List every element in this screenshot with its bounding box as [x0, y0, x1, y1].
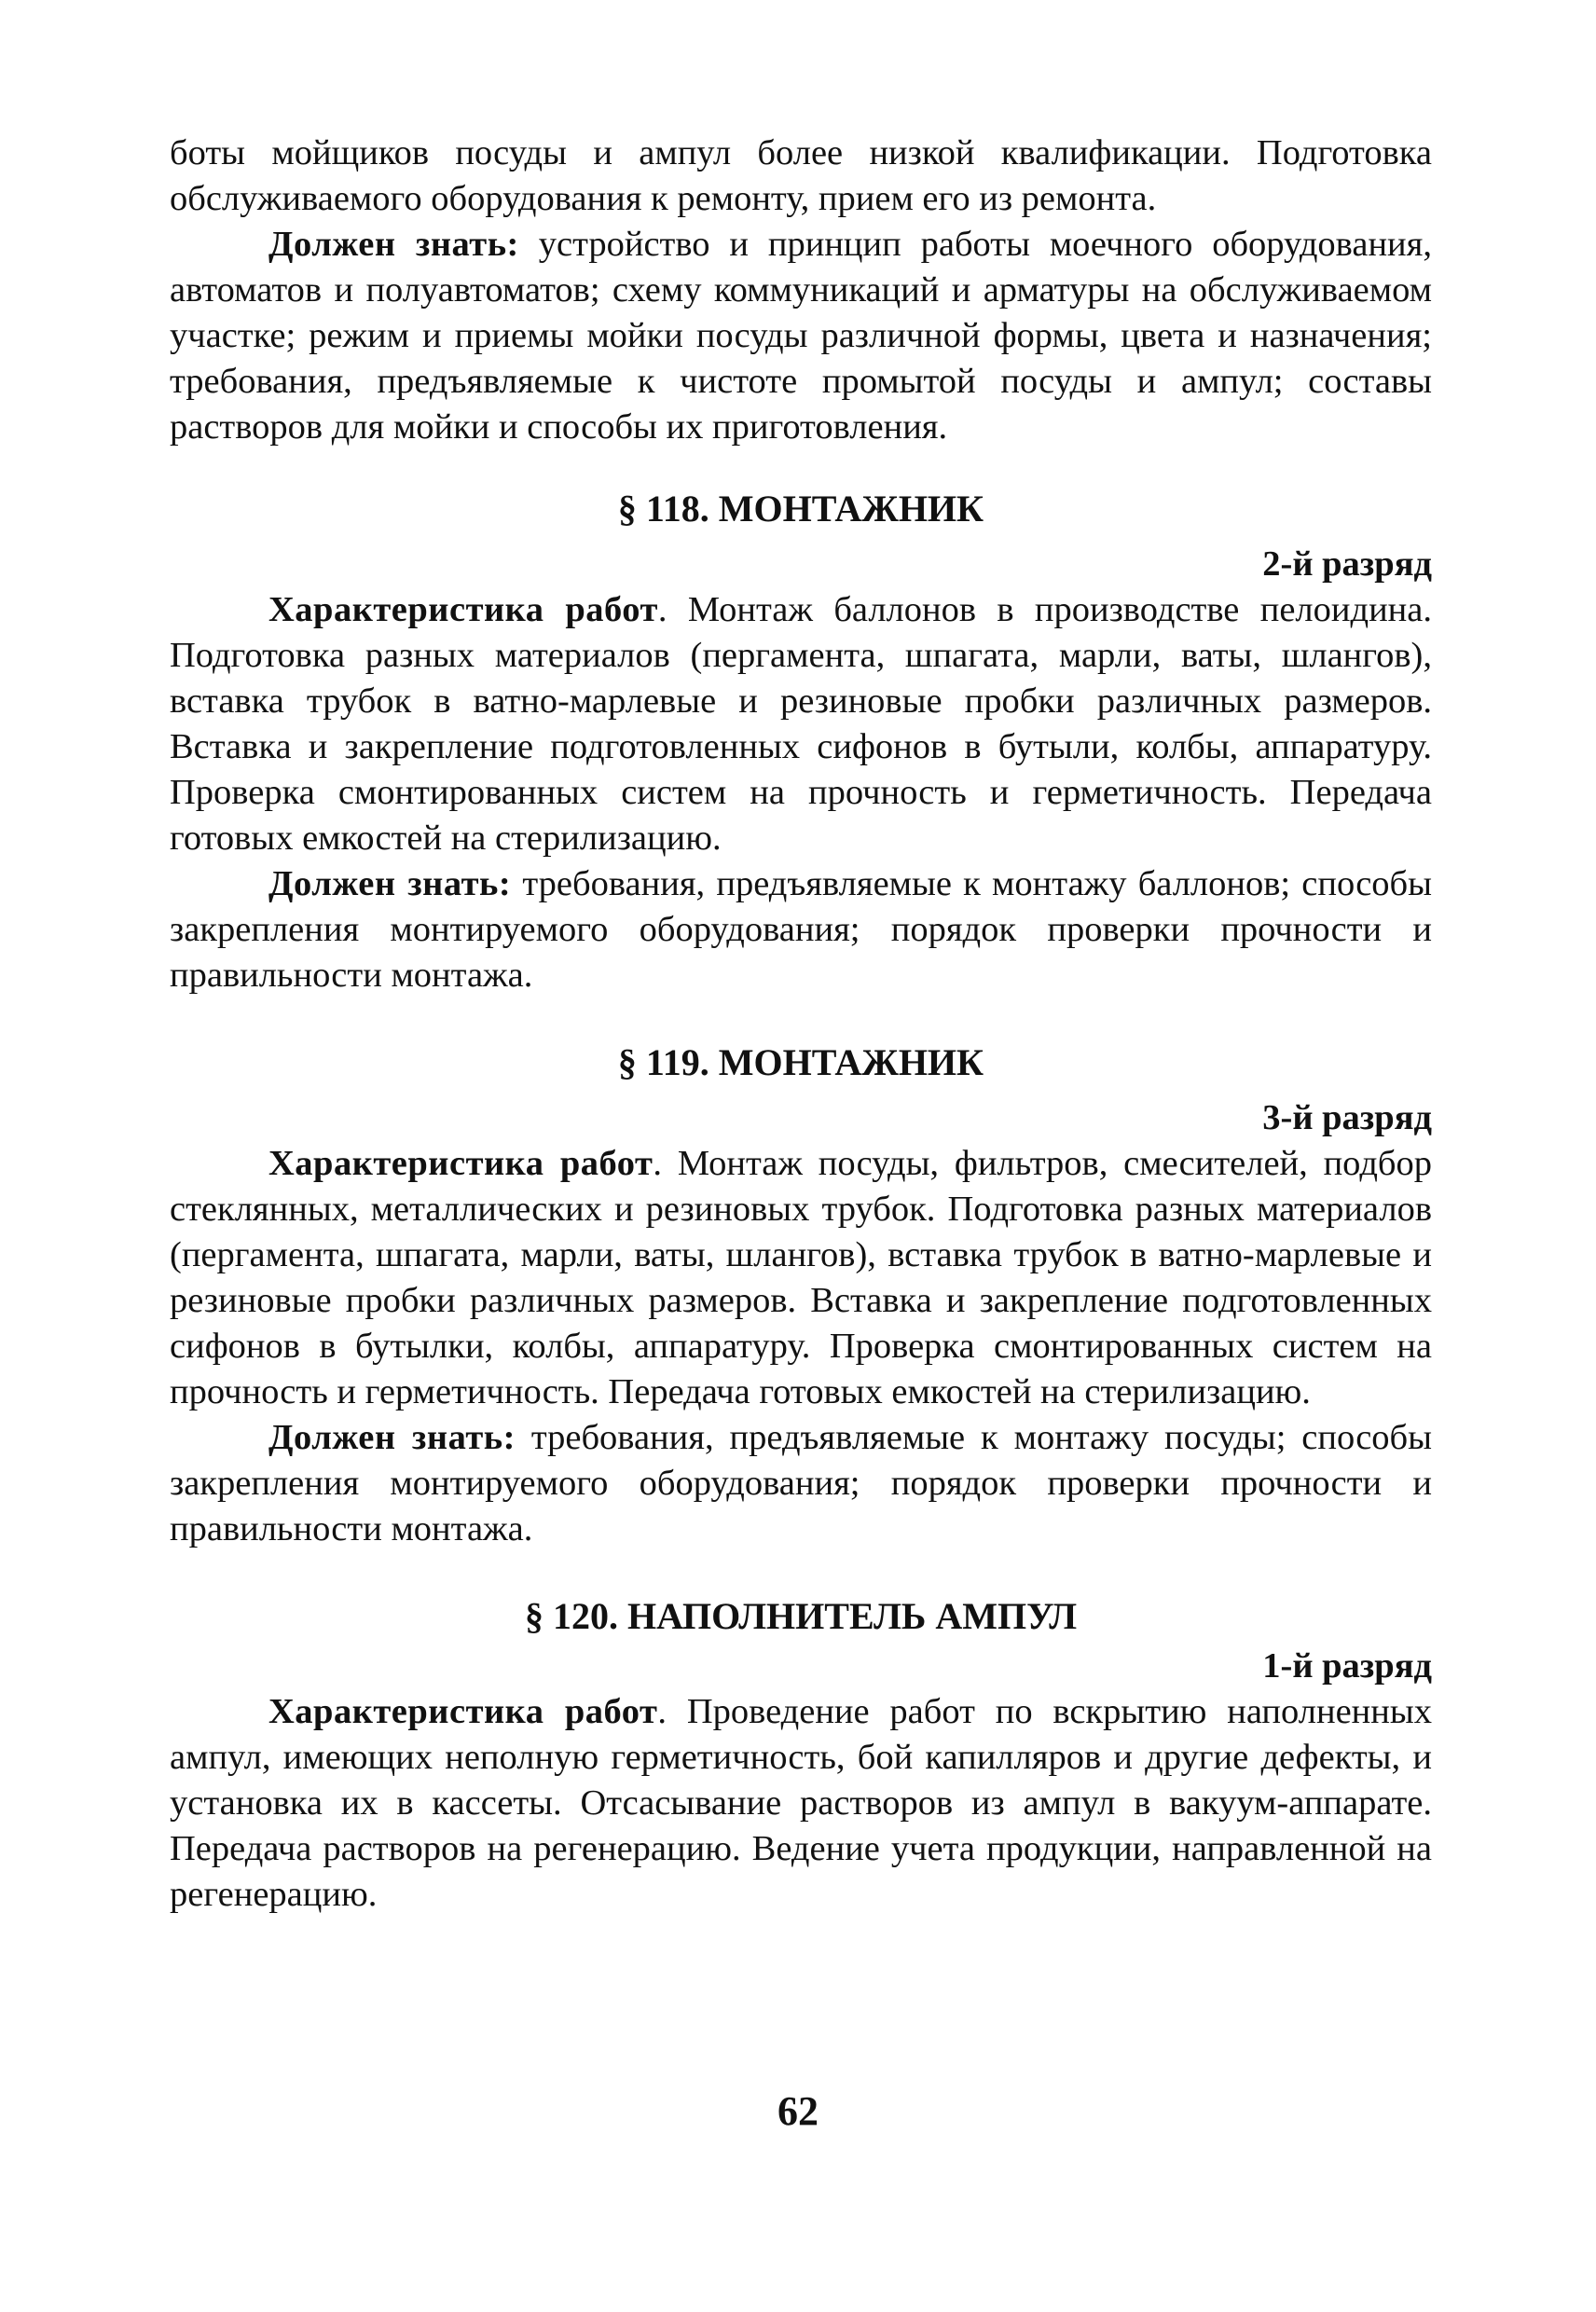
characteristics-label: Характеристика работ	[268, 1144, 654, 1183]
knowledge-text: требования, предъявляемые к монтажу посуды; способы закрепления монтируемого оборудования; порядок проверки прочности и правильности монтажа.	[170, 1418, 1432, 1548]
characteristics-paragraph-119	[170, 1141, 1432, 1415]
knowledge-label: Должен знать:	[268, 1418, 516, 1457]
grade-label-120: 1-й разряд	[1262, 1646, 1432, 1686]
knowledge-label: Должен знать:	[268, 225, 519, 264]
knowledge-paragraph-119	[170, 1415, 1432, 1552]
knowledge-label: Должен знать:	[268, 864, 512, 903]
characteristics-paragraph-120	[170, 1689, 1432, 1918]
grade-label-118: 2-й разряд	[1262, 544, 1432, 584]
section-title-118: § 118. МОНТАЖНИК	[617, 488, 984, 530]
characteristics-text: . Монтаж посуды, фильтров, смесителей, подбор стеклянных, металлических и резиновых трубок. Подготовка разных материалов (пергамента, шпагата, марли, ваты, шлангов), вставка трубок в ватно-марлевые и резиновые пробки различных размеров. Вставка и закрепление подготовленных сифонов в бутылки, колбы, аппаратуру. Проверка смонтированных систем на прочность и герметичность. Передача готовых емкостей на стерилизацию.	[170, 1144, 1432, 1411]
document-page	[170, 131, 1432, 1918]
characteristics-text: . Монтаж баллонов в производстве пелоидина. Подготовка разных материалов (пергамента, шпагата, марли, ваты, шлангов), вставка трубок в ватно-марлевые и резиновые пробки различных размеров. Вставка и закрепление подготовленных сифонов в бутыли, колбы, аппаратуру. Проверка смонтированных систем на прочность и герметичность. Передача готовых емкостей на стерилизацию.	[170, 590, 1432, 858]
characteristics-text: . Проведение работ по вскрытию наполненных ампул, имеющих неполную герметичность, бой капилляров и другие дефекты, и установка их в кассеты. Отсасывание растворов из ампул в вакуум-аппарате. Передача растворов на регенерацию. Ведение учета продукции, направленной на регенерацию.	[170, 1692, 1432, 1914]
page-number: 62	[777, 2088, 819, 2134]
grade-label-119: 3-й разряд	[1262, 1098, 1432, 1137]
intro-knowledge-paragraph	[170, 222, 1432, 450]
knowledge-paragraph-118	[170, 861, 1432, 998]
characteristics-paragraph-118	[170, 587, 1432, 861]
characteristics-label: Характеристика работ	[268, 1692, 658, 1731]
characteristics-label: Характеристика работ	[268, 590, 658, 629]
section-title-120: § 120. НАПОЛНИТЕЛЬ АМПУЛ	[525, 1595, 1077, 1637]
knowledge-text: устройство и принцип работы моечного оборудования, автоматов и полуавтоматов; схему коммуникаций и арматуры на обслуживаемом участке; режим и приемы мойки посуды различной формы, цвета и назначения; требования, предъявляемые к чистоте промытой посуды и ампул; составы растворов для мойки и способы их приготовления.	[170, 225, 1432, 447]
knowledge-text: требования, предъявляемые к монтажу баллонов; способы закрепления монтируемого оборудования; порядок проверки прочности и правильности монтажа.	[170, 864, 1432, 995]
section-title-119: § 119. МОНТАЖНИК	[617, 1041, 984, 1083]
intro-continuation: боты мойщиков посуды и ампул более низкой квалификации. Подготовка обслуживаемого оборудования к ремонту, прием его из ремонта.	[170, 133, 1432, 218]
